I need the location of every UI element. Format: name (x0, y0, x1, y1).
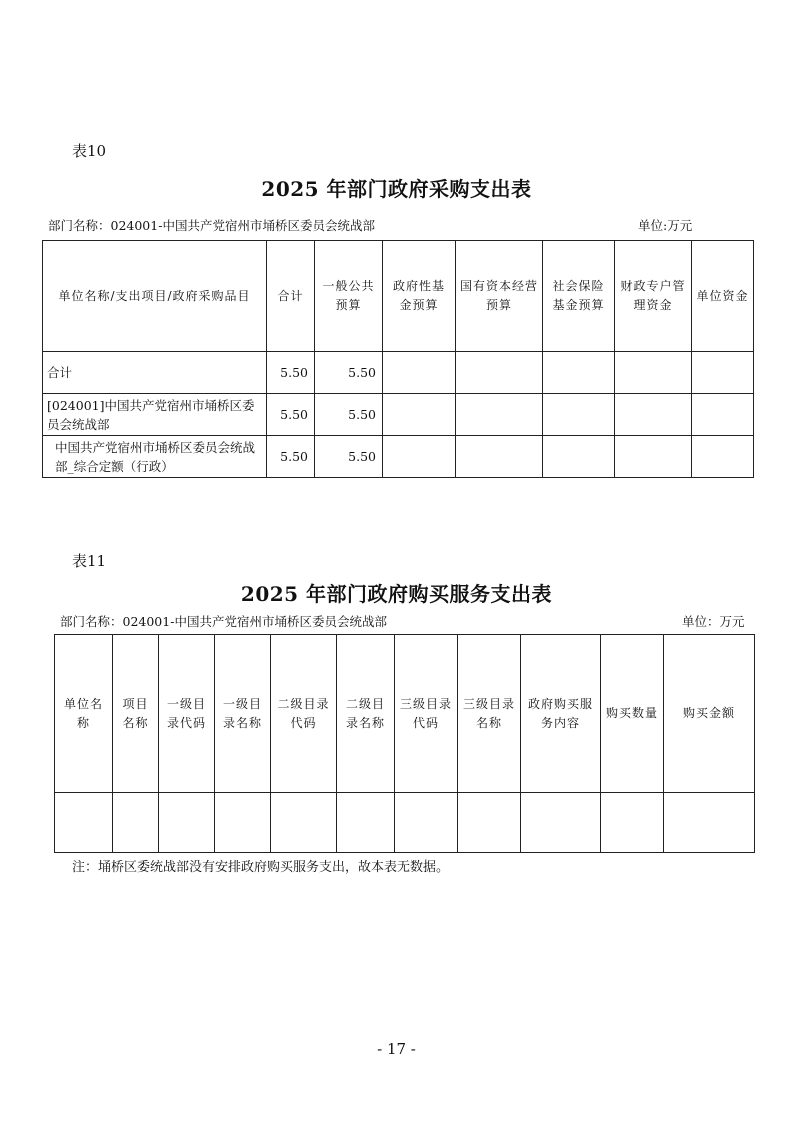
table11-note: 注：埇桥区委统战部没有安排政府购买服务支出，故本表无数据。 (72, 860, 450, 875)
header-level2-name: 二级目录名称 (337, 635, 395, 793)
header-service-content: 政府购买服务内容 (521, 635, 601, 793)
empty-cell (692, 352, 754, 394)
table11-title: 2025 年部门政府购买服务支出表 (240, 582, 553, 606)
row-general-budget: 5.50 (315, 352, 383, 394)
empty-cell (543, 394, 615, 436)
empty-cell (271, 793, 337, 853)
table10-title: 2025 年部门政府采购支出表 (261, 177, 532, 201)
empty-cell (615, 394, 692, 436)
empty-cell (383, 436, 456, 478)
table11-unit: 单位：万元 (682, 614, 745, 629)
header-unit-funds: 单位资金 (692, 241, 754, 352)
table-row (43, 352, 754, 394)
empty-cell (456, 352, 543, 394)
empty-cell (383, 352, 456, 394)
table-header-row (55, 635, 755, 793)
empty-cell (458, 793, 521, 853)
header-gov-fund-budget: 政府性基金预算 (383, 241, 456, 352)
header-general-budget: 一般公共预算 (315, 241, 383, 352)
header-project-name: 项目名称 (113, 635, 159, 793)
row-general-budget: 5.50 (315, 394, 383, 436)
table-row (55, 793, 755, 853)
row-name: 合计 (43, 352, 267, 394)
page-number: - 17 - (377, 1040, 416, 1058)
header-unit-name: 单位名称 (55, 635, 113, 793)
header-level3-code: 三级目录代码 (395, 635, 458, 793)
empty-cell (159, 793, 215, 853)
table10-unit: 单位:万元 (638, 218, 693, 233)
table-row (43, 436, 754, 478)
header-unit-name: 单位名称/支出项目/政府采购品目 (43, 241, 267, 352)
empty-cell (55, 793, 113, 853)
header-level1-name: 一级目录名称 (215, 635, 271, 793)
empty-cell (543, 436, 615, 478)
empty-cell (337, 793, 395, 853)
header-quantity: 购买数量 (601, 635, 664, 793)
table10-label: 表10 (72, 142, 107, 160)
empty-cell (664, 793, 755, 853)
table-row (43, 394, 754, 436)
header-level2-code: 二级目录代码 (271, 635, 337, 793)
header-level1-code: 一级目录代码 (159, 635, 215, 793)
header-special-account-funds: 财政专户管理资金 (615, 241, 692, 352)
empty-cell (215, 793, 271, 853)
empty-cell (615, 436, 692, 478)
header-total: 合计 (267, 241, 315, 352)
empty-cell (615, 352, 692, 394)
empty-cell (601, 793, 664, 853)
empty-cell (456, 394, 543, 436)
empty-cell (692, 436, 754, 478)
table11-label: 表11 (72, 552, 107, 570)
row-total: 5.50 (267, 436, 315, 478)
header-level3-name: 三级目录名称 (458, 635, 521, 793)
empty-cell (113, 793, 159, 853)
empty-cell (456, 436, 543, 478)
empty-cell (521, 793, 601, 853)
header-state-capital-budget: 国有资本经营预算 (456, 241, 543, 352)
row-total: 5.50 (267, 394, 315, 436)
table10-dept: 部门名称：024001-中国共产党宿州市埇桥区委员会统战部 (48, 218, 375, 233)
row-name: [024001]中国共产党宿州市埇桥区委员会统战部 (43, 394, 267, 436)
table-header-row (43, 241, 754, 352)
service-purchase-table (54, 634, 755, 853)
table11-dept: 部门名称：024001-中国共产党宿州市埇桥区委员会统战部 (60, 614, 387, 629)
empty-cell (543, 352, 615, 394)
header-social-insurance-budget: 社会保险基金预算 (543, 241, 615, 352)
row-total: 5.50 (267, 352, 315, 394)
empty-cell (383, 394, 456, 436)
row-general-budget: 5.50 (315, 436, 383, 478)
header-amount: 购买金额 (664, 635, 755, 793)
empty-cell (692, 394, 754, 436)
procurement-table (42, 240, 754, 478)
empty-cell (395, 793, 458, 853)
row-name: 中国共产党宿州市埇桥区委员会统战部_综合定额（行政） (43, 436, 267, 478)
